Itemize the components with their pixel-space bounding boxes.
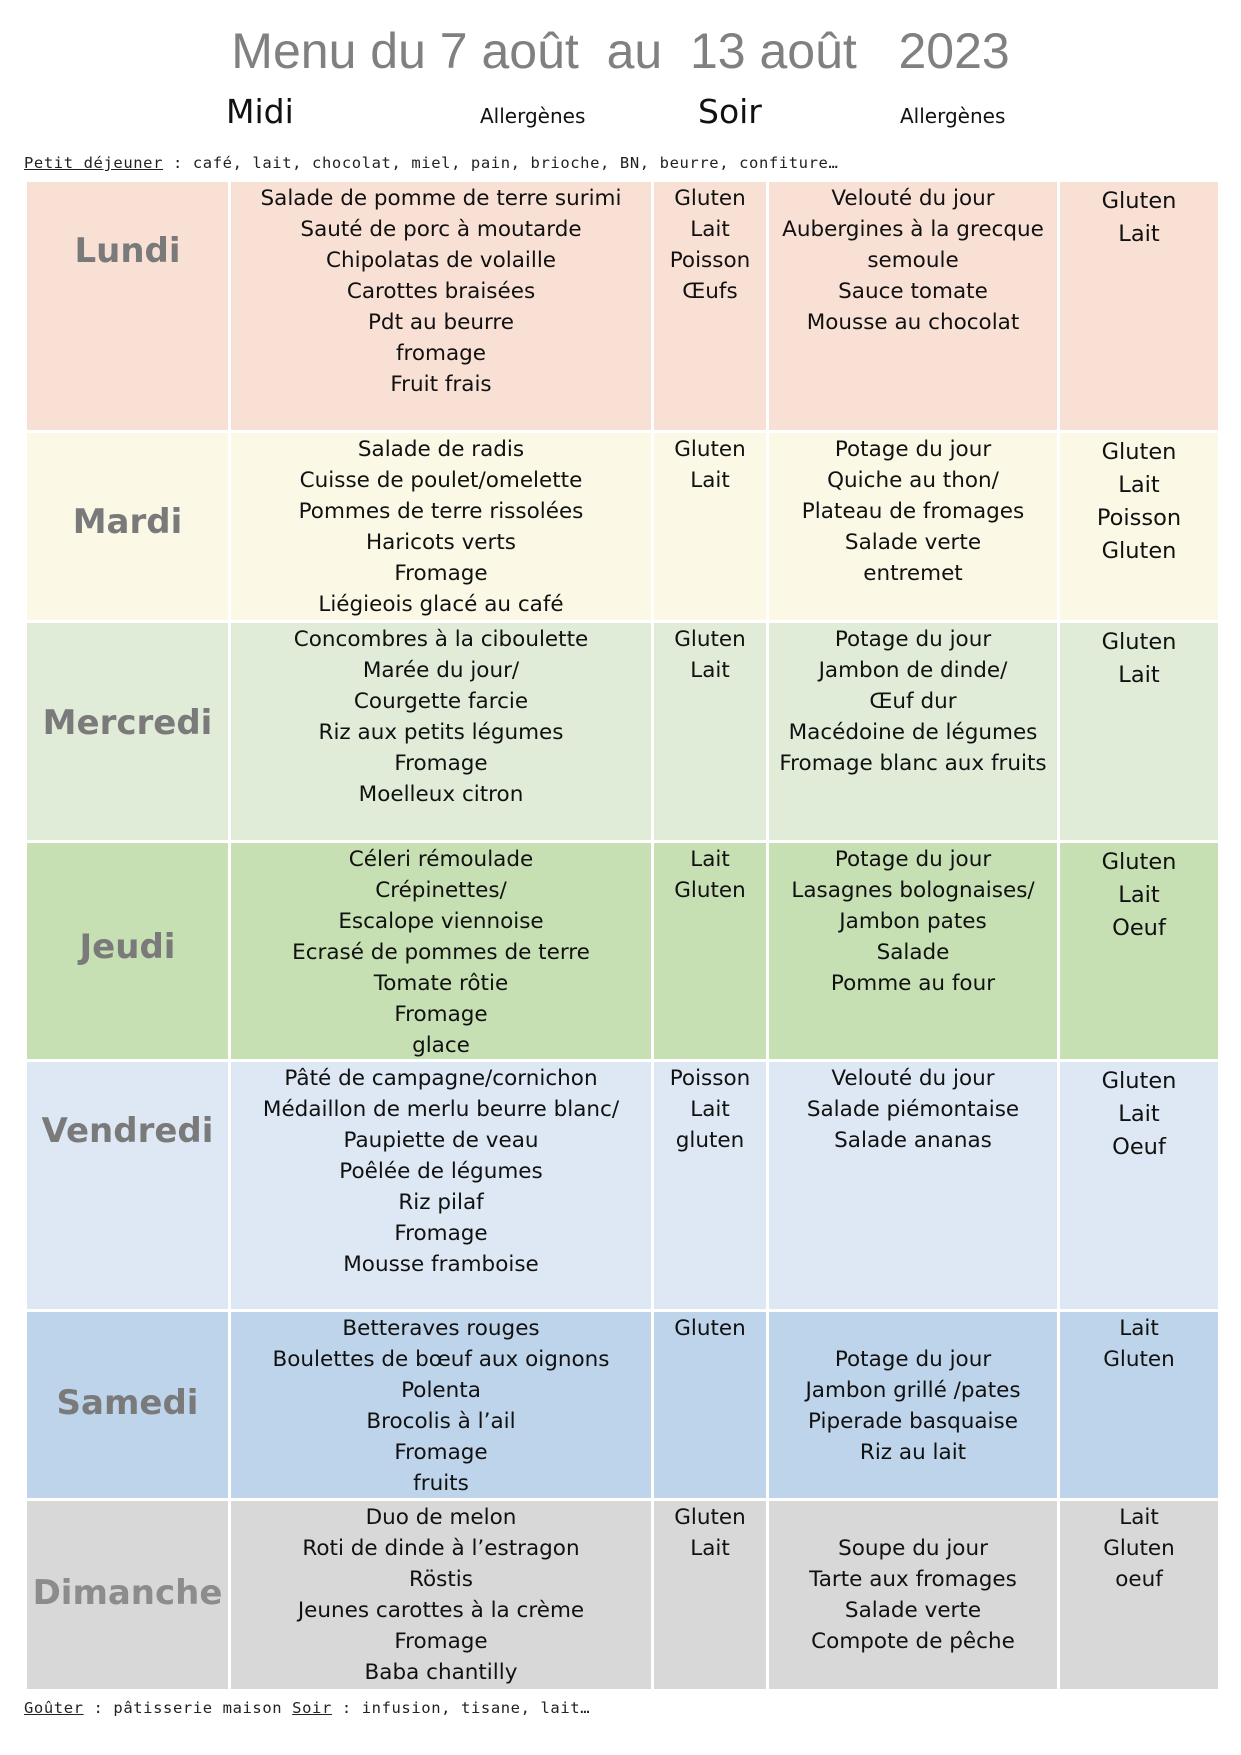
menu-line: Jambon grillé /pates bbox=[805, 1378, 1021, 1403]
menu-line: Lait bbox=[1118, 882, 1160, 908]
menu-line: Soupe du jour bbox=[838, 1536, 988, 1561]
menu-line: Potage du jour bbox=[834, 627, 992, 652]
menu-line: Lait bbox=[1118, 472, 1160, 498]
allergenes-midi-cell bbox=[654, 433, 769, 620]
menu-line: glace bbox=[412, 1033, 470, 1058]
menu-line: Poisson bbox=[669, 1066, 751, 1091]
menu-line: Crépinettes/ bbox=[375, 878, 507, 903]
page-title: Menu du 7 août au 13 août 2023 bbox=[231, 23, 1010, 79]
menu-line: Poisson bbox=[1096, 505, 1182, 531]
gouter-text: : pâtisserie maison bbox=[83, 1699, 293, 1717]
menu-line: fruits bbox=[413, 1471, 469, 1496]
allergenes-soir-cell bbox=[1060, 182, 1218, 430]
menu-line: Fromage bbox=[394, 561, 488, 586]
menu-line: Potage du jour bbox=[834, 1347, 992, 1372]
day-cell bbox=[27, 843, 231, 1059]
allergenes-soir-cell bbox=[1060, 1062, 1218, 1309]
menu-line: Gluten bbox=[1101, 538, 1177, 564]
menu-line: Lait bbox=[1119, 1505, 1159, 1530]
menu-line: Mousse framboise bbox=[343, 1252, 539, 1277]
breakfast-note bbox=[24, 154, 838, 172]
menu-line: Riz au lait bbox=[859, 1440, 967, 1465]
menu-line: Fromage bbox=[394, 751, 488, 776]
menu-line: Oeuf bbox=[1112, 1134, 1166, 1160]
menu-line: Marée du jour/ bbox=[362, 658, 520, 683]
menu-line: Médaillon de merlu beurre blanc/ bbox=[262, 1097, 620, 1122]
menu-line: entremet bbox=[863, 561, 963, 586]
midi-cell bbox=[231, 1501, 654, 1689]
allergenes-soir-cell bbox=[1060, 433, 1218, 620]
menu-line: oeuf bbox=[1115, 1567, 1163, 1592]
allergenes-soir-cell bbox=[1060, 843, 1218, 1059]
menu-line: Salade verte bbox=[844, 1598, 982, 1623]
menu-line: Gluten bbox=[674, 878, 746, 903]
menu-line: Jambon de dinde/ bbox=[818, 658, 1008, 683]
day-row-vendredi bbox=[27, 1062, 1218, 1312]
menu-line: Quiche au thon/ bbox=[827, 468, 999, 493]
menu-line: Piperade basquaise bbox=[808, 1409, 1018, 1434]
menu-line: Salade ananas bbox=[834, 1128, 992, 1153]
menu-line: Fromage bbox=[394, 1221, 488, 1246]
footer-note bbox=[24, 1699, 590, 1717]
menu-line: Velouté du jour bbox=[831, 1066, 995, 1091]
menu-line: Poêlée de légumes bbox=[339, 1159, 543, 1184]
soir-label: Soir bbox=[292, 1699, 332, 1717]
allergenes-soir-cell bbox=[1060, 1501, 1218, 1689]
day-name: Mardi bbox=[72, 502, 183, 542]
menu-line: Lait bbox=[690, 847, 730, 872]
menu-line: Plateau de fromages bbox=[801, 499, 1025, 524]
menu-line: Macédoine de légumes bbox=[788, 720, 1038, 745]
soir-cell bbox=[769, 1062, 1060, 1309]
menu-line: Lasagnes bolognaises/ bbox=[791, 878, 1035, 903]
menu-line: Carottes braisées bbox=[346, 279, 536, 304]
soir-header: Soir bbox=[698, 92, 762, 131]
menu-line: Gluten bbox=[674, 437, 746, 462]
menu-line: Potage du jour bbox=[834, 847, 992, 872]
midi-cell bbox=[231, 182, 654, 430]
soir-cell bbox=[769, 433, 1060, 620]
menu-line: Gluten bbox=[674, 1505, 746, 1530]
menu-line: Velouté du jour bbox=[831, 186, 995, 211]
menu-line: Gluten bbox=[1101, 849, 1177, 875]
menu-line: Pommes de terre rissolées bbox=[298, 499, 584, 524]
soir-cell bbox=[769, 1501, 1060, 1689]
menu-line: Gluten bbox=[1103, 1347, 1175, 1372]
day-name: Mercredi bbox=[42, 703, 213, 743]
menu-line: Céleri rémoulade bbox=[348, 847, 534, 872]
day-name: Vendredi bbox=[41, 1111, 214, 1151]
menu-line: Betteraves rouges bbox=[342, 1316, 540, 1341]
menu-line: Röstis bbox=[409, 1567, 473, 1592]
allergenes-midi-cell bbox=[654, 1501, 769, 1689]
menu-line: Haricots verts bbox=[365, 530, 517, 555]
menu-line: Mousse au chocolat bbox=[806, 310, 1020, 335]
day-cell bbox=[27, 1062, 231, 1309]
soir-cell bbox=[769, 623, 1060, 840]
menu-line: Sauté de porc à moutarde bbox=[300, 217, 582, 242]
menu-line: Roti de dinde à l’estragon bbox=[302, 1536, 580, 1561]
day-name: Lundi bbox=[74, 230, 181, 271]
menu-line: Fromage blanc aux fruits bbox=[779, 751, 1047, 776]
menu-line: Fruit frais bbox=[390, 372, 492, 397]
allergenes-midi-cell bbox=[654, 182, 769, 430]
day-name: Samedi bbox=[56, 1382, 199, 1423]
midi-cell bbox=[231, 1312, 654, 1498]
menu-line: Salade bbox=[876, 940, 950, 965]
menu-line: Compote de pêche bbox=[811, 1629, 1015, 1654]
menu-line: semoule bbox=[867, 248, 959, 273]
allergenes-soir-header: Allergènes bbox=[900, 104, 1006, 128]
soir-cell bbox=[769, 843, 1060, 1059]
allergenes-midi-cell bbox=[654, 623, 769, 840]
breakfast-label: Petit déjeuner bbox=[24, 154, 164, 172]
menu-line: Brocolis à l’ail bbox=[366, 1409, 516, 1434]
menu-line: Fromage bbox=[394, 1440, 488, 1465]
midi-cell bbox=[231, 623, 654, 840]
menu-line: Poisson bbox=[669, 248, 751, 273]
menu-line: Paupiette de veau bbox=[343, 1128, 539, 1153]
soir-cell bbox=[769, 182, 1060, 430]
day-name: Jeudi bbox=[79, 926, 176, 967]
breakfast-text: : café, lait, chocolat, miel, pain, brioche, BN, beurre, confiture… bbox=[163, 154, 839, 172]
day-cell bbox=[27, 433, 231, 620]
day-cell bbox=[27, 1501, 231, 1689]
day-row-mercredi bbox=[27, 623, 1218, 843]
menu-line: Jeunes carottes à la crème bbox=[297, 1598, 585, 1623]
menu-line: fromage bbox=[395, 341, 487, 366]
menu-line: Riz aux petits légumes bbox=[318, 720, 564, 745]
menu-line: Lait bbox=[1118, 662, 1160, 688]
menu-line: Sauce tomate bbox=[838, 279, 988, 304]
menu-line: Gluten bbox=[674, 627, 746, 652]
menu-line: Lait bbox=[690, 468, 730, 493]
menu-line: Lait bbox=[1118, 221, 1160, 247]
day-row-dimanche bbox=[27, 1501, 1218, 1689]
menu-line: Lait bbox=[690, 658, 730, 683]
menu-line: Oeuf bbox=[1112, 915, 1166, 941]
menu-line: Polenta bbox=[401, 1378, 481, 1403]
menu-line: Salade verte bbox=[844, 530, 982, 555]
day-cell bbox=[27, 182, 231, 430]
menu-line: Gluten bbox=[1101, 629, 1177, 655]
allergenes-midi-header: Allergènes bbox=[480, 104, 586, 128]
allergenes-midi-cell bbox=[654, 1062, 769, 1309]
menu-line: Tomate rôtie bbox=[373, 971, 509, 996]
menu-line: Chipolatas de volaille bbox=[325, 248, 557, 273]
menu-line: Concombres à la ciboulette bbox=[293, 627, 589, 652]
menu-line: Salade piémontaise bbox=[806, 1097, 1020, 1122]
menu-line: Œufs bbox=[682, 279, 738, 304]
midi-cell bbox=[231, 433, 654, 620]
menu-line: Lait bbox=[690, 217, 730, 242]
menu-line: Lait bbox=[690, 1536, 730, 1561]
midi-cell bbox=[231, 1062, 654, 1309]
menu-line: Cuisse de poulet/omelette bbox=[299, 468, 583, 493]
menu-line: Escalope viennoise bbox=[338, 909, 544, 934]
menu-line: Lait bbox=[1118, 1101, 1160, 1127]
menu-line: Liégieois glacé au café bbox=[318, 592, 564, 617]
menu-line: Pdt au beurre bbox=[367, 310, 515, 335]
day-row-mardi bbox=[27, 433, 1218, 623]
menu-line: Duo de melon bbox=[365, 1505, 517, 1530]
menu-line: Œuf dur bbox=[869, 689, 957, 714]
menu-line: Gluten bbox=[1103, 1536, 1175, 1561]
day-cell bbox=[27, 1312, 231, 1498]
menu-table bbox=[27, 182, 1218, 1689]
allergenes-midi-cell bbox=[654, 843, 769, 1059]
menu-line: Gluten bbox=[1101, 439, 1177, 465]
menu-line: Tarte aux fromages bbox=[809, 1567, 1017, 1592]
allergenes-midi-cell bbox=[654, 1312, 769, 1498]
menu-line: Fromage bbox=[394, 1002, 488, 1027]
menu-line: Moelleux citron bbox=[358, 782, 524, 807]
menu-line: Gluten bbox=[674, 1316, 746, 1341]
soir-cell bbox=[769, 1312, 1060, 1498]
menu-line: Aubergines à la grecque bbox=[782, 217, 1044, 242]
allergenes-soir-cell bbox=[1060, 1312, 1218, 1498]
menu-line: Gluten bbox=[674, 186, 746, 211]
day-row-jeudi bbox=[27, 843, 1218, 1062]
menu-line: Lait bbox=[1119, 1316, 1159, 1341]
menu-line: Pâté de campagne/cornichon bbox=[284, 1066, 598, 1091]
midi-header: Midi bbox=[226, 92, 294, 131]
menu-line: Courgette farcie bbox=[353, 689, 529, 714]
menu-line: Gluten bbox=[1101, 188, 1177, 214]
menu-line: Potage du jour bbox=[834, 437, 992, 462]
menu-line: Gluten bbox=[1101, 1068, 1177, 1094]
menu-line: Jambon pates bbox=[839, 909, 987, 934]
menu-line: Fromage bbox=[394, 1629, 488, 1654]
menu-line: Pomme au four bbox=[830, 971, 996, 996]
gouter-label: Goûter bbox=[24, 1699, 84, 1717]
midi-cell bbox=[231, 843, 654, 1059]
menu-line: Baba chantilly bbox=[364, 1660, 518, 1685]
soir-text: : infusion, tisane, lait… bbox=[331, 1699, 591, 1717]
menu-line: Boulettes de bœuf aux oignons bbox=[272, 1347, 610, 1372]
menu-line: Lait bbox=[690, 1097, 730, 1122]
menu-line: Salade de pomme de terre surimi bbox=[260, 186, 622, 211]
menu-line: gluten bbox=[675, 1128, 745, 1153]
allergenes-soir-cell bbox=[1060, 623, 1218, 840]
menu-line: Ecrasé de pommes de terre bbox=[292, 940, 590, 965]
menu-line: Salade de radis bbox=[357, 437, 525, 462]
day-row-lundi bbox=[27, 182, 1218, 433]
day-name: Dimanche bbox=[32, 1572, 223, 1613]
menu-line: Riz pilaf bbox=[398, 1190, 484, 1215]
day-row-samedi bbox=[27, 1312, 1218, 1501]
day-cell bbox=[27, 623, 231, 840]
